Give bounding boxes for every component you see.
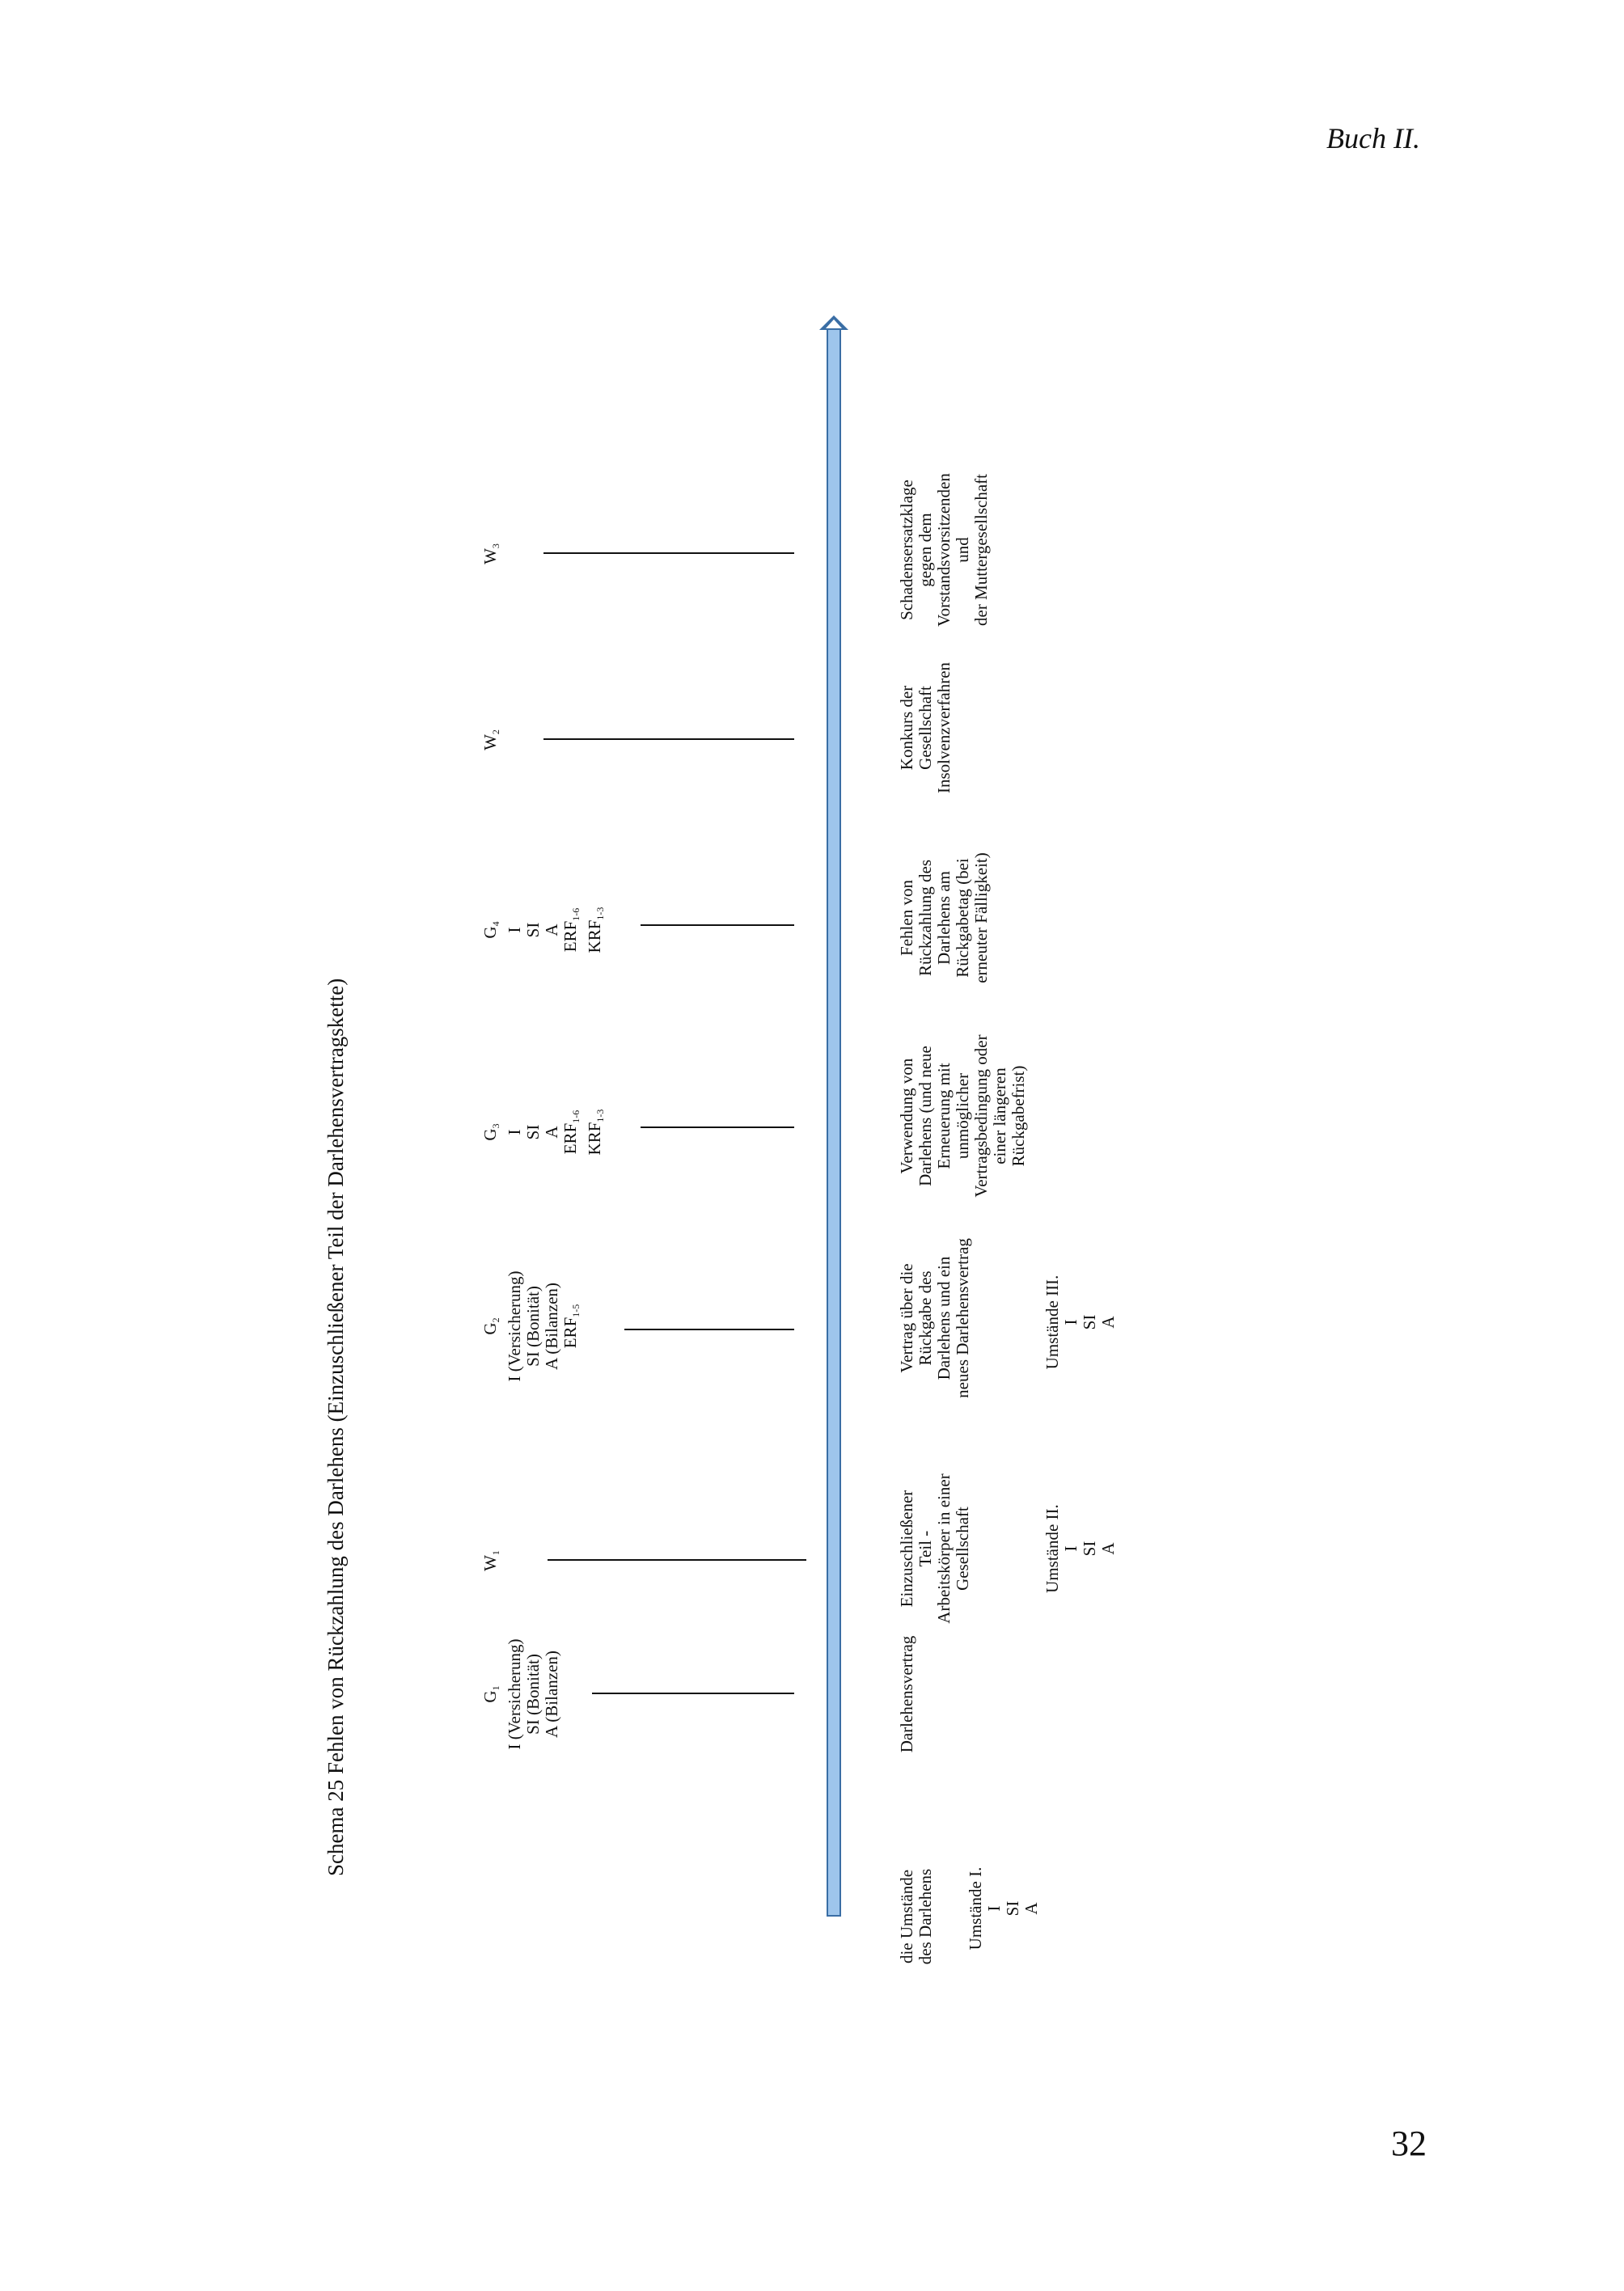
marker-symbol: $G_2$: [480, 1317, 501, 1335]
description-line: Insolvenzverfahren: [934, 662, 954, 794]
schema-diagram: [307, 210, 1116, 1973]
marker-symbol: $W_1$: [480, 1550, 501, 1571]
marker-detail: A (Bilanzen): [542, 1283, 561, 1370]
description-line: Darlehens (und neue: [916, 1046, 935, 1186]
description-line: einer längeren: [990, 1067, 1009, 1165]
description-line: Erneuerung mit: [934, 1063, 954, 1169]
marker-detail: SI (Bonität): [523, 1286, 543, 1367]
umstaende-item: I: [1061, 1319, 1081, 1325]
description-line: neues Darlehensvertrag: [953, 1238, 972, 1398]
marker-line-g1: [592, 1693, 794, 1694]
marker-symbol: $G_1$: [480, 1685, 501, 1703]
description-line: Rückgabe des: [916, 1270, 935, 1366]
marker-line-g4: [641, 924, 794, 926]
description-line: Darlehensvertrag: [897, 1635, 916, 1753]
marker-line-w2: [543, 738, 794, 740]
marker-label-g1: [481, 1605, 561, 1783]
marker-detail: SI: [523, 1124, 543, 1140]
umstaende-item: SI: [1003, 1900, 1022, 1917]
marker-detail: $ERF_{1-6}$: [560, 907, 582, 953]
description-line: Rückgabetag (bei: [953, 858, 972, 978]
running-head: Buch II.: [1326, 122, 1420, 154]
marker-detail: A: [542, 1126, 561, 1139]
start-description: [898, 1860, 935, 1973]
description-line: Arbeitskörper in einer: [934, 1473, 954, 1624]
marker-detail: A (Bilanzen): [542, 1651, 561, 1738]
description-line: Gesellschaft: [953, 1507, 972, 1591]
description-line: Darlehens am: [934, 870, 954, 966]
description-line: Teil -: [916, 1530, 935, 1567]
marker-label-g4: [481, 881, 610, 979]
marker-symbol: $G_3$: [480, 1123, 501, 1141]
umstaende-item: I: [984, 1905, 1004, 1912]
start-umstaende: [966, 1860, 1041, 1957]
umstaende-item: SI: [1080, 1314, 1099, 1330]
marker-line-w1: [548, 1559, 806, 1561]
description-line: Darlehens und ein: [934, 1256, 954, 1380]
start-description-line: die Umstände: [897, 1869, 916, 1964]
description-line: Rückzahlung des: [916, 859, 935, 977]
marker-line-g2: [624, 1329, 794, 1330]
description-line: Vertragsbedingung oder: [971, 1034, 991, 1198]
marker-symbol: $W_2$: [480, 729, 501, 750]
timeline-axis: [827, 328, 841, 1917]
marker-detail: I (Versicherung): [505, 1270, 524, 1382]
umstaende-item: I: [1061, 1545, 1081, 1552]
marker-label-w2: [481, 708, 505, 772]
description-line: Rückgabefrist): [1009, 1065, 1028, 1167]
description-line: Vorstandsvorsitzenden: [934, 473, 954, 627]
marker-description-g3: [898, 1015, 1028, 1217]
umstaende-title: Umstände II.: [1042, 1504, 1062, 1593]
umstaende-item: A: [1021, 1902, 1041, 1915]
description-line: der Muttergesellschaft: [971, 474, 991, 626]
description-line: Einzuschließener: [897, 1490, 916, 1608]
marker-detail: I: [505, 1129, 524, 1135]
umstaende-g2: [1043, 1266, 1118, 1379]
marker-detail: A: [542, 924, 561, 936]
marker-label-w3: [481, 522, 505, 586]
umstaende-item: A: [1098, 1542, 1118, 1555]
marker-line-w3: [543, 552, 794, 554]
timeline-arrow-inner: [826, 319, 842, 328]
marker-label-g2: [481, 1237, 586, 1415]
marker-detail: $KRF_{1-3}$: [585, 907, 606, 953]
marker-label-g3: [481, 1084, 610, 1181]
schema-title: Schema 25 Fehlen von Rückzahlung des Darlehens (Einzuschließener Teil der Darlehensvertragskette): [324, 978, 348, 1876]
marker-description-w1: [898, 1456, 972, 1642]
umstaende-w1: [1043, 1492, 1118, 1605]
description-line: unmöglicher: [953, 1072, 972, 1160]
marker-detail: SI: [523, 922, 543, 938]
marker-detail: I (Versicherung): [505, 1638, 524, 1750]
marker-line-g3: [641, 1126, 794, 1128]
marker-symbol: $W_3$: [480, 543, 501, 564]
marker-description-w3: [898, 453, 991, 647]
marker-description-g4: [898, 825, 991, 1011]
marker-detail: SI (Bonität): [523, 1654, 543, 1735]
description-line: Schadensersatzklage: [897, 480, 916, 620]
marker-label-w1: [481, 1528, 505, 1593]
description-line: Gesellschaft: [916, 686, 935, 770]
umstaende-item: SI: [1080, 1541, 1099, 1557]
umstaende-title: Umstände I.: [966, 1866, 985, 1951]
marker-detail: $KRF_{1-3}$: [585, 1109, 606, 1156]
marker-detail: $ERF_{1-5}$: [560, 1304, 582, 1349]
description-line: Verwendung von: [897, 1058, 916, 1174]
umstaende-item: A: [1098, 1316, 1118, 1329]
marker-symbol: $G_4$: [480, 921, 501, 939]
marker-description-g1: [898, 1625, 916, 1763]
start-description-line: des Darlehens: [916, 1868, 935, 1965]
marker-detail: I: [505, 927, 524, 933]
description-line: Fehlen von: [897, 880, 916, 956]
description-line: und: [953, 537, 972, 563]
marker-description-g2: [898, 1225, 972, 1411]
umstaende-title: Umstände III.: [1042, 1274, 1062, 1370]
marker-detail: $ERF_{1-6}$: [560, 1110, 582, 1155]
description-line: gegen dem: [916, 513, 935, 587]
marker-description-w2: [898, 647, 954, 809]
description-line: Konkurs der: [897, 685, 916, 771]
description-line: Vertrag über die: [897, 1263, 916, 1373]
description-line: erneuter Fälligkeit): [971, 852, 991, 983]
page-number: 32: [1391, 2124, 1427, 2163]
